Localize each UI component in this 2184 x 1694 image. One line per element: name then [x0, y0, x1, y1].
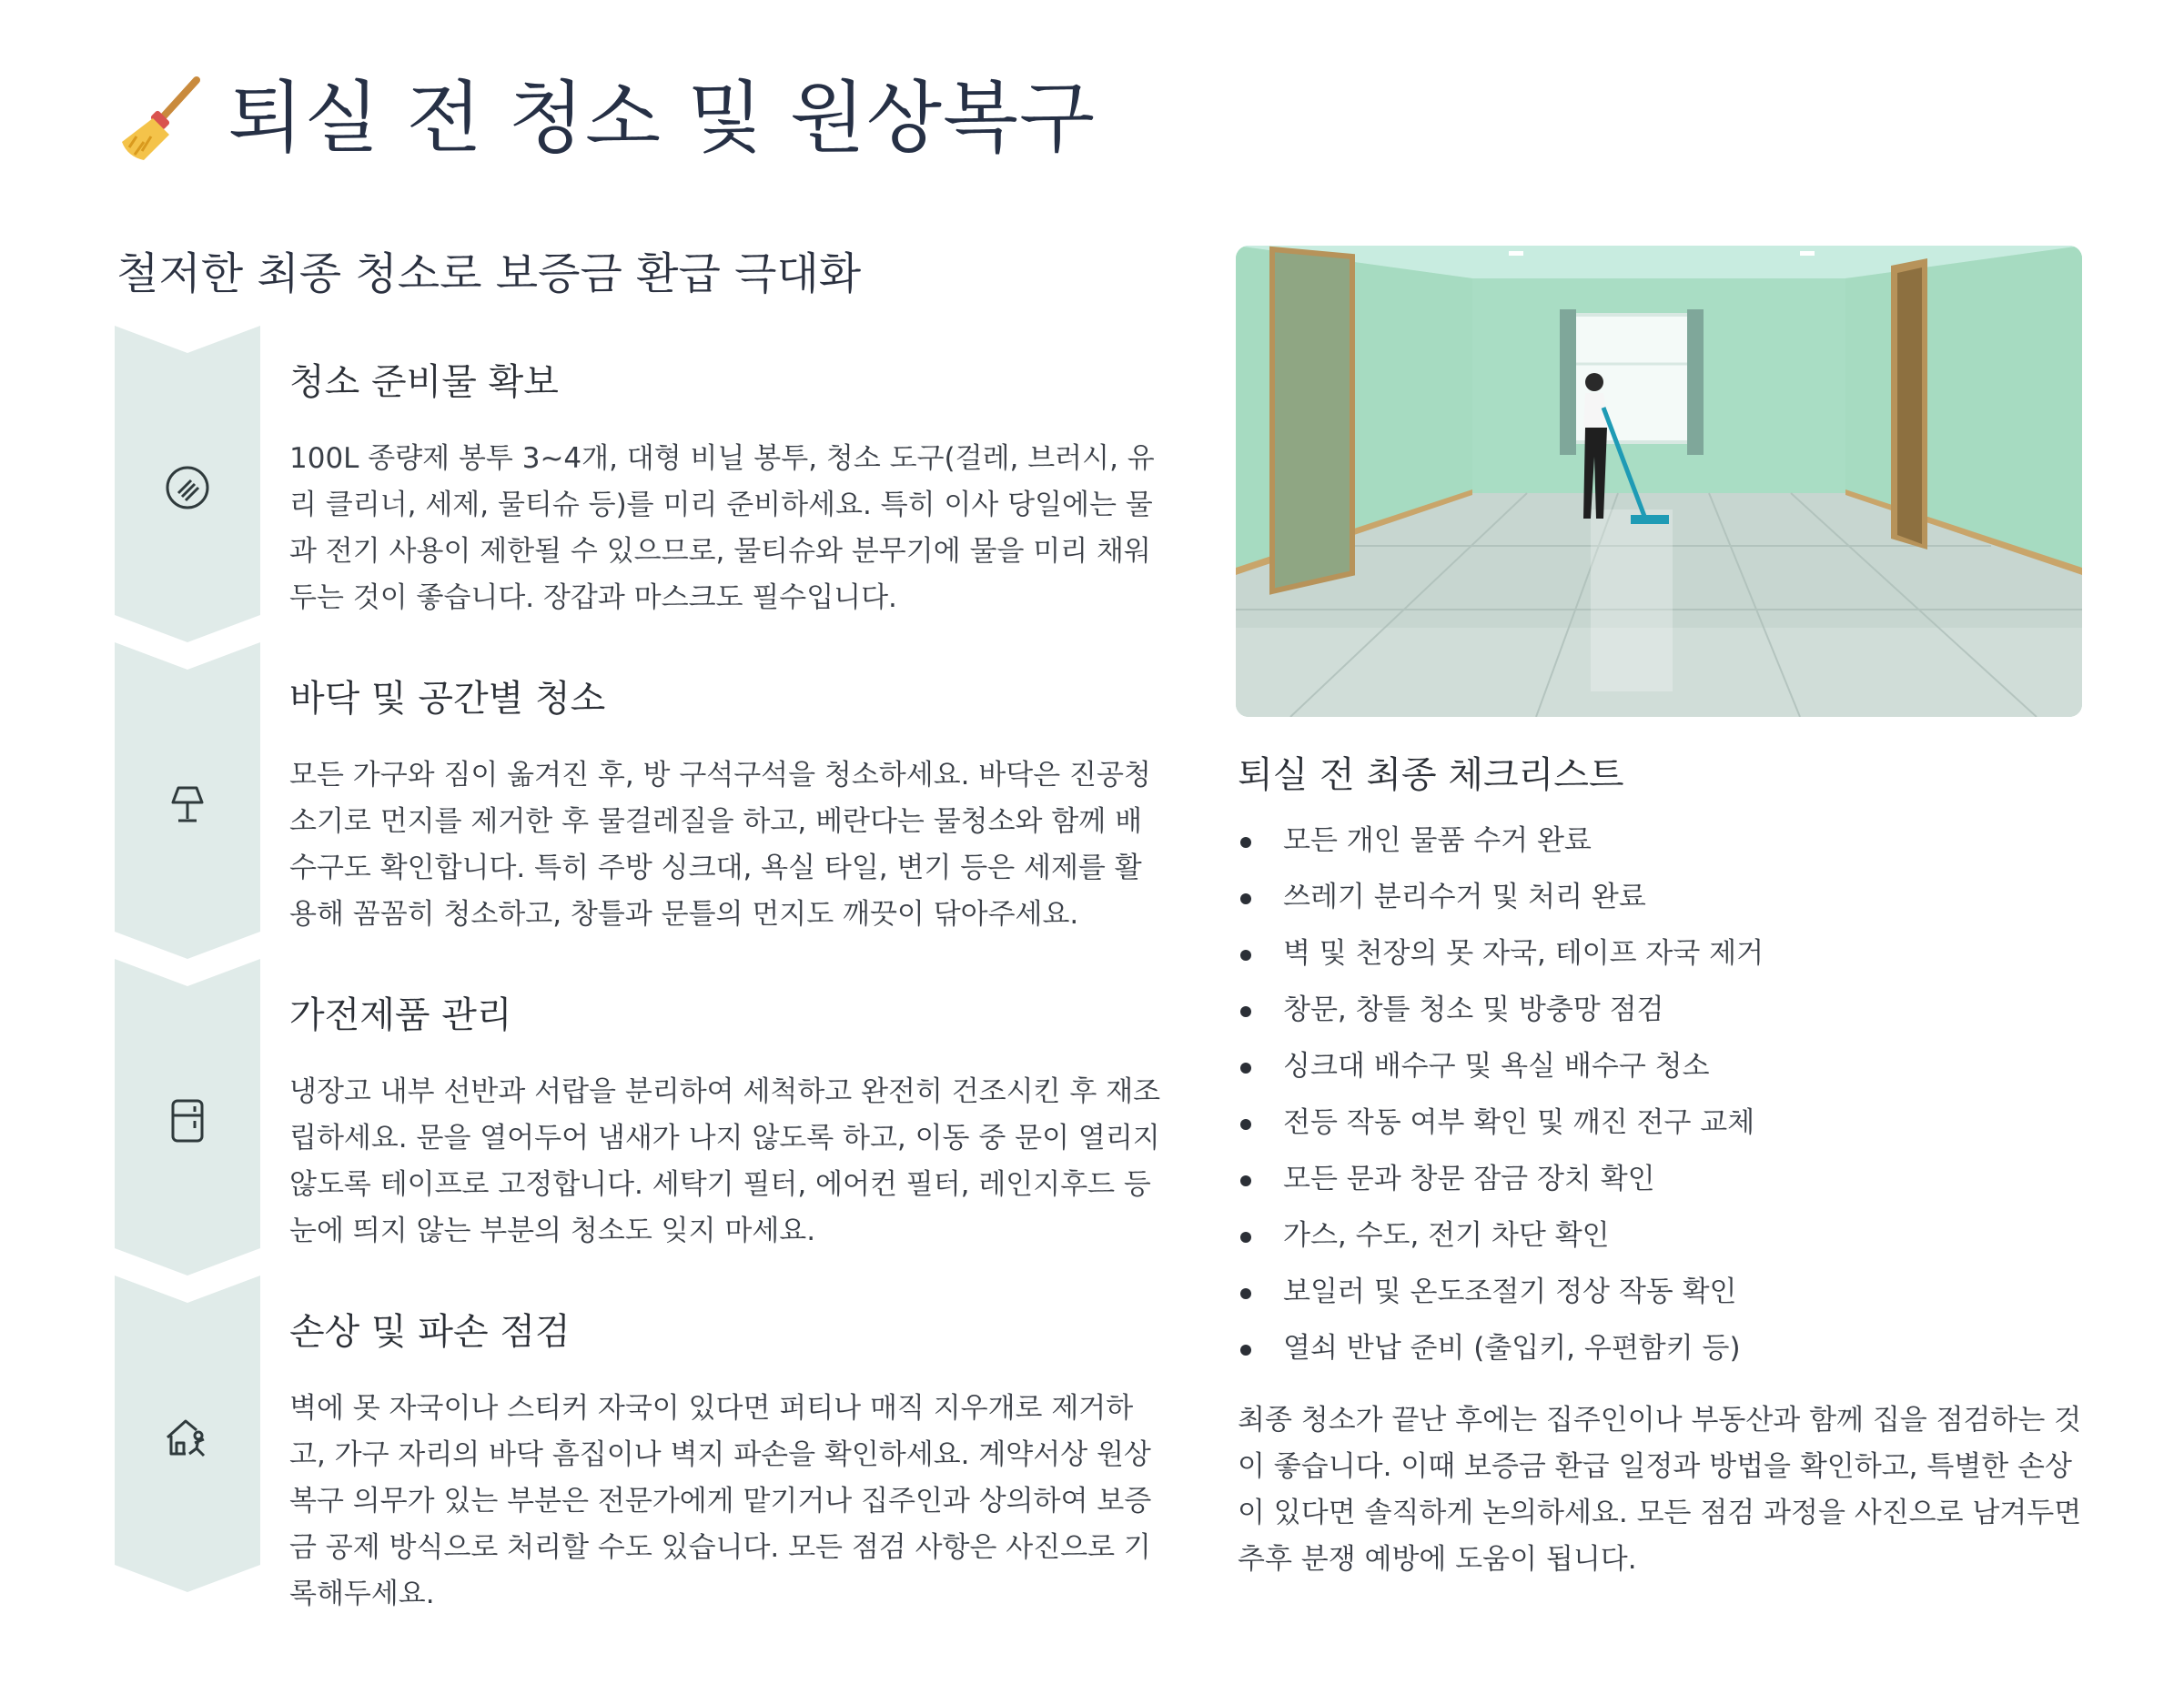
list-item [1238, 817, 1764, 873]
bullet-icon [1240, 1345, 1251, 1356]
list-item-text: 보일러 및 온도조절기 정상 작동 확인 [1283, 1276, 1737, 1308]
bullet-icon [1240, 893, 1251, 904]
list-item [1238, 873, 1764, 930]
room-illustration [1236, 246, 2082, 717]
refrigerator-icon [162, 1095, 213, 1146]
list-item [1238, 1043, 1764, 1099]
list-item [1238, 986, 1764, 1043]
step-description: 모든 가구와 짐이 옮겨진 후, 방 구석구석을 청소하세요. 바닥은 진공청소기로 먼지를 제거한 후 물걸레질을 하고, 베란다는 물청소와 함께 배수구도 확인합니다. 특히 주방 싱크대, 욕실 타일, 변기 등은 세제를 활용해 꼼꼼히 청소하고, 창틀과 문틀의 먼지도 깨끗이 닦아주세요. [289, 759, 1151, 931]
step-description: 100L 종량제 봉투 3~4개, 대형 비닐 봉투, 청소 도구(걸레, 브러시, 유리 클리너, 세제, 물티슈 등)를 미리 준비하세요. 특히 이사 당일에는 물과 전기 사용이 제한될 수 있으므로, 물티슈와 분무기에 물을 미리 채워두는 것이 좋습니다. 장갑과 마스크도 필수입니다. [289, 442, 1155, 614]
checklist [1238, 817, 1764, 1381]
lamp-icon [162, 779, 213, 830]
room-cleaning-photo [1236, 246, 2082, 717]
page-subtitle: 철저한 최종 청소로 보증금 환급 극대화 [116, 248, 862, 299]
cleaning-supplies-icon [162, 462, 213, 513]
step-item [115, 1276, 1188, 1610]
list-item-text: 벽 및 천장의 못 자국, 테이프 자국 제거 [1283, 937, 1764, 970]
list-item-text: 열쇠 반납 준비 (출입키, 우편함키 등) [1283, 1332, 1741, 1365]
list-item-text: 모든 문과 창문 잠금 장치 확인 [1283, 1163, 1655, 1195]
bullet-icon [1240, 1175, 1251, 1186]
list-item-text: 전등 작동 여부 확인 및 깨진 전구 교체 [1283, 1106, 1755, 1139]
step-title: 청소 준비물 확보 [289, 361, 559, 403]
step-item [115, 326, 1188, 642]
page-header [116, 73, 1096, 164]
step-description: 벽에 못 자국이나 스티커 자국이 있다면 퍼티나 매직 지우개로 제거하고, 가구 자리의 바닥 흠집이나 벽지 파손을 확인하세요. 계약서상 원상복구 의무가 있는 부분은 전문가에게 맡기거나 집주인과 상의하여 보증금 공제 방식으로 처리할 수도 있습니다. 모든 점검 사항은 사진으로 기록해두세요. [289, 1392, 1152, 1610]
step-title: 바닥 및 공간별 청소 [289, 678, 606, 720]
bullet-icon [1240, 1288, 1251, 1299]
process-steps [115, 326, 1188, 1610]
list-item-text: 가스, 수도, 전기 차단 확인 [1283, 1219, 1610, 1252]
broom-icon [116, 73, 207, 164]
bullet-icon [1240, 950, 1251, 961]
list-item-text: 싱크대 배수구 및 욕실 배수구 청소 [1283, 1050, 1710, 1083]
page-title: 퇴실 전 청소 및 원상복구 [228, 73, 1097, 164]
step-item [115, 642, 1188, 959]
bullet-icon [1240, 1063, 1251, 1074]
list-item [1238, 1155, 1764, 1212]
step-title: 가전제품 관리 [289, 994, 512, 1036]
bullet-icon [1240, 1232, 1251, 1243]
bullet-icon [1240, 1006, 1251, 1017]
step-title: 손상 및 파손 점검 [289, 1311, 571, 1353]
house-repair-icon [162, 1412, 213, 1463]
list-item-text: 창문, 창틀 청소 및 방충망 점검 [1283, 993, 1664, 1026]
bullet-icon [1240, 1119, 1251, 1130]
list-item [1238, 930, 1764, 986]
list-item [1238, 1212, 1764, 1268]
list-item [1238, 1268, 1764, 1325]
step-item [115, 959, 1188, 1276]
step-description: 냉장고 내부 선반과 서랍을 분리하여 세척하고 완전히 건조시킨 후 재조립하세요. 문을 열어두어 냄새가 나지 않도록 하고, 이동 중 문이 열리지 않도록 테이프로 고정합니다. 세탁기 필터, 에어컨 필터, 레인지후드 등 눈에 띄지 않는 부분의 청소도 잊지 마세요. [289, 1075, 1161, 1247]
list-item [1238, 1325, 1764, 1381]
bullet-icon [1240, 837, 1251, 848]
checklist-title: 퇴실 전 최종 체크리스트 [1238, 754, 1624, 796]
list-item-text: 모든 개인 물품 수거 완료 [1283, 824, 1592, 857]
list-item [1238, 1099, 1764, 1155]
list-item-text: 쓰레기 분리수거 및 처리 완료 [1283, 881, 1646, 913]
closing-paragraph: 최종 청소가 끝난 후에는 집주인이나 부동산과 함께 집을 점검하는 것이 좋습니다. 이때 보증금 환급 일정과 방법을 확인하고, 특별한 손상이 있다면 솔직하게 논의하세요. 모든 점검 과정을 사진으로 남겨두면 추후 분쟁 예방에 도움이 됩니다. [1238, 1404, 2082, 1576]
